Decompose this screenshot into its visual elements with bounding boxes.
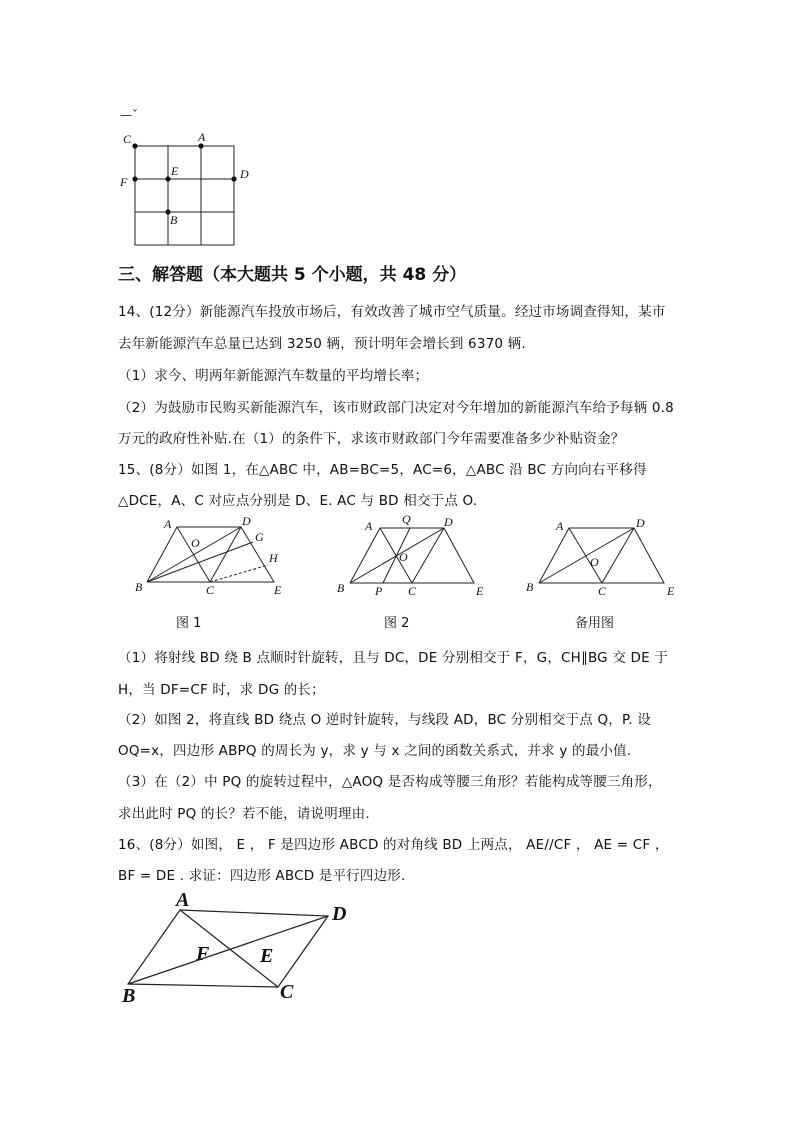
section-heading: 三、解答题（本大题共 5 个小题，共 48 分） (118, 265, 467, 285)
fig2-caption: 图 2 (384, 616, 410, 631)
q15-part3-line1: （3）在（2）中 PQ 的旋转过程中，△AOQ 是否构成等腰三角形？若能构成等腰三角形， (118, 774, 662, 790)
fig2-label-a: A (365, 519, 373, 533)
fig3-label-a: A (556, 519, 564, 533)
label-c: C (123, 132, 132, 146)
q15-figure-1 (128, 510, 298, 600)
q14-part1: （1）求今、明两年新能源汽车数量的平均增长率； (118, 368, 429, 384)
q14-part2-line2: 万元的政府性补贴.在（1）的条件下，求该市财政部门今年需要准备多少补贴资金？ (118, 431, 625, 447)
top-mark: —ˇ (120, 108, 138, 122)
label-a: A (198, 130, 206, 144)
q15-part2-line1: （2）如图 2，将直线 BD 绕点 O 逆时针旋转，与线段 AD，BC 分别相交于点 Q，P. 设 (118, 712, 651, 728)
q14-part2-line1: （2）为鼓励市民购买新能源汽车，该市财政部门决定对今年增加的新能源汽车给予每辆 0.8 (118, 400, 674, 416)
label-e: E (171, 164, 179, 178)
fig1-label-h: H (269, 551, 278, 565)
fig16-label-b: B (122, 985, 136, 1007)
q14-line1: 14、(12分）新能源汽车投放市场后，有效改善了城市空气质量。经过市场调查得知，某市 (118, 304, 666, 320)
q15-backup-figure (522, 510, 692, 600)
fig3-label-d: D (636, 516, 645, 530)
grid-figure (112, 128, 252, 250)
fig1-label-e: E (274, 583, 282, 597)
fig1-label-c: C (206, 583, 215, 597)
fig3-label-o: O (590, 555, 599, 569)
fig1-label-o: O (191, 536, 200, 550)
fig2-label-b: B (337, 581, 345, 595)
fig1-caption: 图 1 (176, 616, 202, 631)
q16-line2: BF = DE . 求证：四边形 ABCD 是平行四边形. (118, 868, 406, 884)
label-d: D (240, 167, 249, 181)
fig3-label-c: C (598, 584, 607, 598)
q16-figure (118, 892, 358, 1012)
q16-line1: 16、(8分）如图， E ， F 是四边形 ABCD 的对角线 BD 上两点， AE//CF ， AE = CF ， (118, 837, 669, 853)
q15-part1-line2: H，当 DF=CF 时，求 DG 的长； (118, 682, 325, 698)
label-f: F (120, 175, 128, 189)
fig1-label-b: B (135, 580, 143, 594)
fig2-label-q: Q (402, 512, 411, 526)
q15-line1: 15、(8分）如图 1，在△ABC 中，AB=BC=5，AC=6，△ABC 沿 BC 方向向右平移得 (118, 462, 647, 478)
q15-part2-line2: OQ=x，四边形 ABPQ 的周长为 y，求 y 与 x 之间的函数关系式，并求 y 的最小值. (118, 743, 632, 759)
fig1-label-d: D (242, 514, 251, 528)
fig1-label-a: A (164, 517, 172, 531)
fig16-label-a: A (176, 892, 190, 911)
fig2-label-c: C (408, 584, 417, 598)
point-a (198, 143, 203, 148)
point-d (231, 176, 236, 181)
fig3-label-b: B (526, 580, 534, 594)
q14-line2: 去年新能源汽车总量已达到 3250 辆，预计明年会增长到 6370 辆. (118, 336, 526, 352)
fig2-label-e: E (476, 584, 484, 598)
fig16-label-c: C (280, 981, 294, 1003)
point-e (165, 176, 170, 181)
fig3-caption: 备用图 (575, 616, 615, 631)
q15-line2: △DCE，A、C 对应点分别是 D、E. AC 与 BD 相交于点 O. (118, 493, 478, 509)
point-f (132, 176, 137, 181)
q15-figure-2 (330, 510, 500, 600)
label-b: B (170, 213, 178, 227)
fig3-label-e: E (667, 584, 675, 598)
q15-part1-line1: （1）将射线 BD 绕 B 点顺时针旋转，且与 DC，DE 分别相交于 F，G，CH∥BG 交 DE 于 (118, 650, 669, 666)
fig16-label-f: F (196, 943, 210, 965)
fig2-label-o: O (399, 550, 408, 564)
fig16-label-d: D (332, 903, 347, 925)
fig2-label-p: P (375, 584, 383, 598)
point-c (132, 143, 137, 148)
q15-part3-line2: 求出此时 PQ 的长？若不能，请说明理由. (118, 806, 370, 822)
fig16-label-e: E (260, 945, 274, 967)
fig1-label-g: G (255, 530, 264, 544)
fig2-label-d: D (444, 515, 453, 529)
